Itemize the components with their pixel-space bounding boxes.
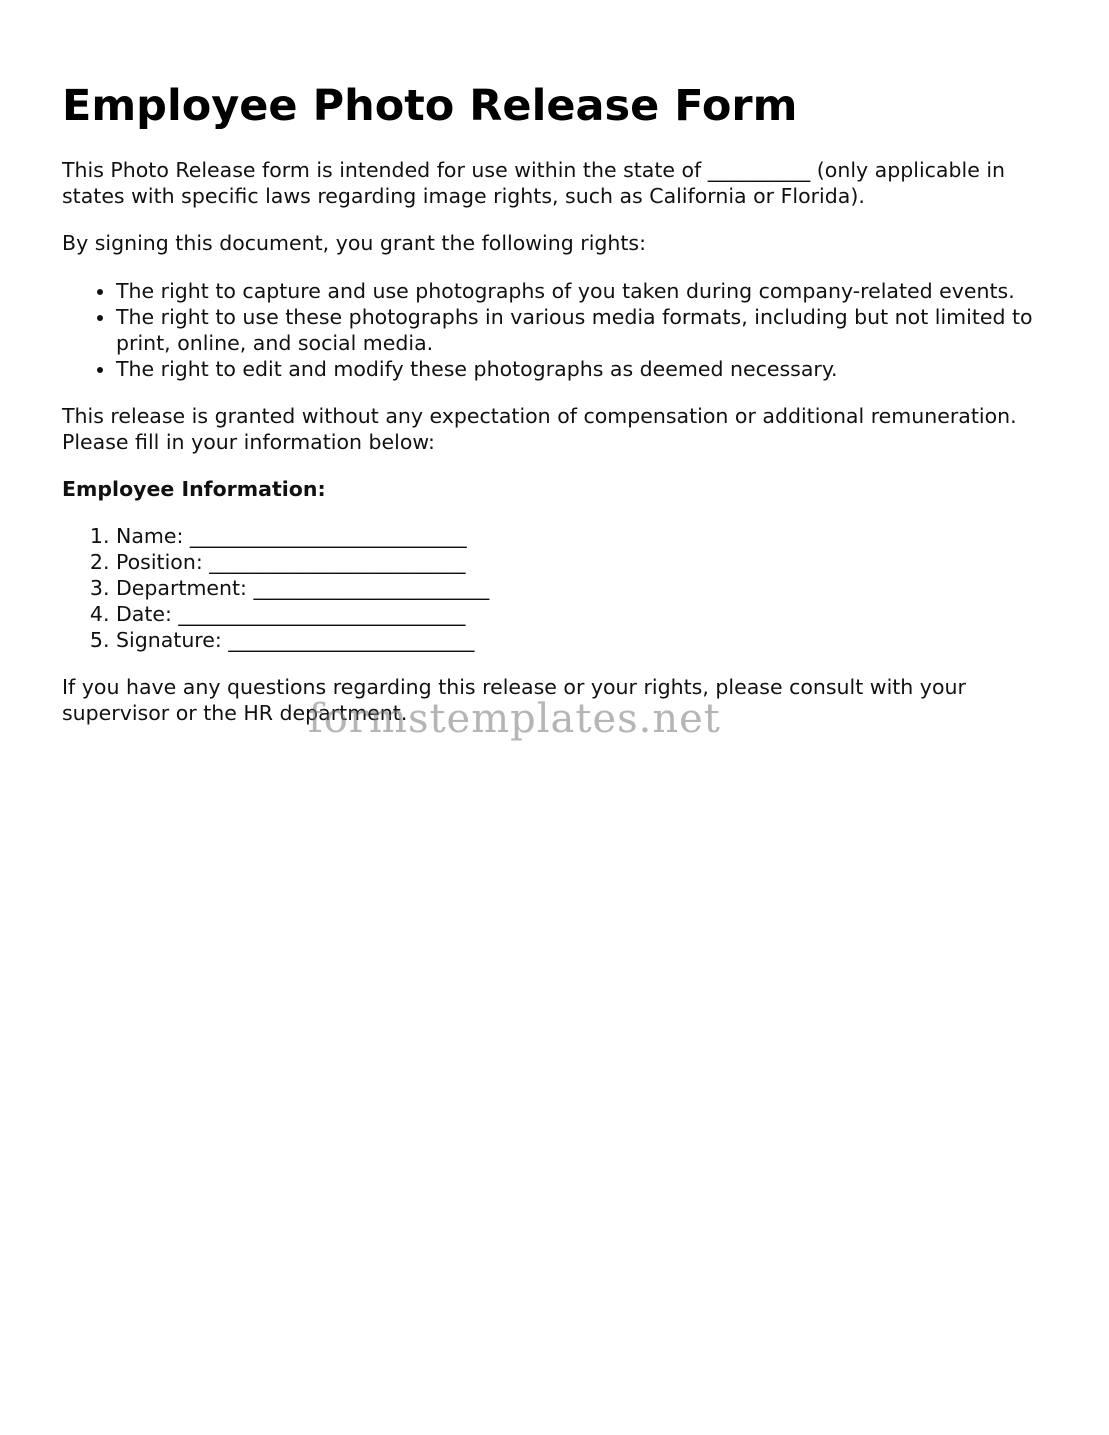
grant-statement: By signing this document, you grant the following rights: (62, 231, 647, 255)
questions-paragraph: If you have any questions regarding this release or your rights, please consult with your supervisor or the HR department. (62, 675, 966, 725)
watermark: formstemplates.net (308, 696, 721, 742)
position-field: 2. Position: _________________________ (116, 549, 1052, 575)
date-field: 4. Date: ____________________________ (116, 601, 1052, 627)
intro-paragraph: This Photo Release form is intended for use within the state of __________ (only applicable in states with specific laws regarding image rights, such as California or Florida). (62, 158, 1006, 208)
rights-list (62, 278, 1052, 382)
name-field: 1. Name: ___________________________ (116, 523, 1052, 549)
department-field: 3. Department: _______________________ (116, 575, 1052, 601)
document-page (62, 78, 1052, 726)
employee-fields-list (62, 523, 1052, 653)
rights-list-item: • The right to capture and use photographs of you taken during company-related events. (116, 278, 1052, 304)
signature-field: 5. Signature: ________________________ (116, 627, 1052, 653)
rights-list-item: • The right to edit and modify these photographs as deemed necessary. (116, 356, 1052, 382)
rights-list-item: • The right to use these photographs in various media formats, including but not limited to print, online, and social media. (116, 304, 1052, 356)
employee-info-heading: Employee Information: (62, 477, 326, 501)
page-title: Employee Photo Release Form (62, 81, 798, 131)
release-statement: This release is granted without any expectation of compensation or additional remuneration. Please fill in your information below: (62, 404, 1017, 454)
